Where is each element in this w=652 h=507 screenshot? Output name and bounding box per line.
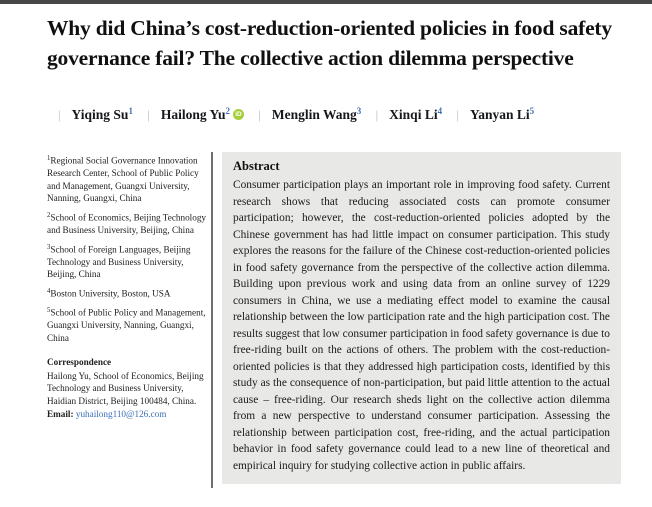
author-name: Xinqi Li bbox=[389, 107, 438, 122]
affiliation-text: School of Economics, Beijing Technology and Business University, Beijing, China bbox=[47, 212, 207, 235]
affiliation-list bbox=[47, 153, 210, 344]
author-item bbox=[365, 107, 442, 122]
correspondence-address: Hailong Yu, School of Economics, Beijing Technology and Business University, Haidian District, Beijing 100484, China. bbox=[47, 370, 204, 406]
affiliation-superscript: 3 bbox=[47, 243, 51, 251]
author-affiliation-superscript: 3 bbox=[356, 106, 362, 116]
author-separator: | bbox=[258, 108, 261, 122]
affiliation-item bbox=[47, 210, 210, 237]
author-affiliation-superscript: 2 bbox=[225, 106, 230, 116]
author-affiliation-superscript: 1 bbox=[128, 106, 133, 116]
email-label: Email: bbox=[47, 408, 74, 419]
affiliation-text: Boston University, Boston, USA bbox=[50, 288, 171, 299]
affiliation-item bbox=[47, 153, 210, 205]
affiliation-item bbox=[47, 305, 210, 344]
affiliation-item bbox=[47, 242, 210, 281]
orcid-icon[interactable]: iD bbox=[233, 109, 244, 120]
correspondence-block bbox=[47, 356, 210, 420]
abstract-text: Consumer participation plays an important role in improving food safety. Current research shows that reducing associated costs can promote consumer participation; however, the cost-reduction-oriented policies adopted by the Chinese government has had little impact on consumer participation. This study explores the reasons for the failure of the Chinese cost-reduction-oriented policies in food safety governance from the perspective of the collective action dilemma. Building upon previous work and using data from an online survey of 1229 consumers in China, we use a mediating effect model to examine the causal relationship between the low participation rate and the high participation cost. The results suggest that low consumer participation in food safety governance is due to free-riding built on the actions of others. The problem with the cost-reduction-oriented policies is that they addressed high participation costs, identified by this study as the consequence of non-participation, but paid little attention to the actual cause – free-riding. Our research sheds light on the collective action dilemma from a new perspective to understand consumer participation. Assessing the relationship between participation cost, free-riding, and the actual participation behavior in food safety governance could lead to a new line of theoretical and empirical inquiry for studying collective action in public affairs. bbox=[233, 179, 610, 472]
email-link[interactable]: yuhailong110@126.com bbox=[75, 408, 167, 419]
affiliation-text: School of Foreign Languages, Beijing Technology and Business University, Beijing, China bbox=[47, 244, 191, 280]
author-name: Yiqing Su bbox=[71, 107, 129, 122]
author-affiliation-superscript: 5 bbox=[529, 106, 535, 116]
correspondence-email-line bbox=[47, 408, 210, 421]
page-title: Why did China’s cost-reduction-oriented policies in food safety governance fail? The collective action dilemma perspective bbox=[47, 16, 612, 70]
author-item bbox=[445, 107, 534, 122]
affiliation-superscript: 2 bbox=[47, 211, 51, 219]
author-name: Yanyan Li bbox=[469, 107, 530, 122]
affiliation-item bbox=[47, 286, 210, 300]
author-item bbox=[247, 107, 361, 122]
affiliation-text: School of Public Policy and Management, Guangxi University, Nanning, Guangxi, China bbox=[47, 307, 206, 343]
author-separator: | bbox=[456, 108, 459, 122]
affiliation-superscript: 4 bbox=[47, 287, 51, 295]
column-divider bbox=[211, 152, 213, 488]
author-item bbox=[47, 107, 133, 122]
affiliation-text: Regional Social Governance Innovation Research Center, School of Public Policy and Management, Guangxi University, Nanning, Guangxi, China bbox=[47, 155, 199, 204]
correspondence-heading: Correspondence bbox=[47, 357, 112, 368]
author-separator: | bbox=[58, 108, 61, 122]
window-top-edge bbox=[0, 0, 652, 4]
author-item bbox=[136, 107, 244, 122]
author-affiliation-superscript: 4 bbox=[437, 106, 443, 116]
abstract-section bbox=[222, 152, 621, 484]
affiliation-superscript: 5 bbox=[47, 306, 51, 314]
abstract-heading: Abstract bbox=[233, 159, 280, 173]
author-name: Menglin Wang bbox=[271, 107, 357, 122]
author-separator: | bbox=[147, 108, 150, 122]
author-list bbox=[47, 106, 627, 123]
author-name: Hailong Yu bbox=[160, 107, 226, 122]
author-separator: | bbox=[375, 108, 379, 122]
affiliation-superscript: 1 bbox=[47, 155, 51, 162]
sidebar bbox=[47, 153, 210, 420]
